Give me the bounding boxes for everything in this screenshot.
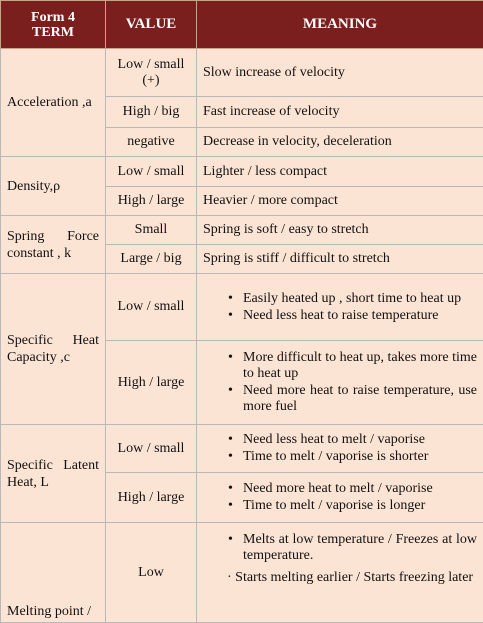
meaning-cell: Decrease in velocity, deceleration (197, 128, 483, 157)
list-item: • Need more heat to raise temperature, use more fuel (243, 383, 477, 415)
value-cell: High / large (106, 473, 197, 523)
bullet-list (203, 291, 477, 324)
value-cell: Low / small (106, 274, 197, 341)
bullet-list (203, 532, 477, 564)
table-row (1, 49, 483, 97)
header-meaning: MEANING (197, 1, 483, 49)
list-item: • Need more heat to melt / vaporise (243, 481, 477, 497)
term-heat-capacity: Specific Heat Capacity ,c (1, 274, 106, 425)
meaning-cell: Fast increase of velocity (197, 97, 483, 128)
value-cell: High / large (106, 341, 197, 425)
value-cell: Low / small (106, 425, 197, 473)
value-cell: Low / small (+) (106, 49, 197, 97)
value-cell: Large / big (106, 245, 197, 274)
meaning-cell (197, 274, 483, 341)
meaning-cell: Lighter / less compact (197, 157, 483, 187)
bullet-list (203, 481, 477, 514)
meaning-cell (197, 341, 483, 425)
list-item: • Time to melt / vaporise is longer (243, 498, 477, 514)
meaning-cell (197, 473, 483, 523)
meaning-cell (197, 425, 483, 473)
table-row (1, 216, 483, 245)
header-row (1, 1, 483, 49)
term-spring-constant: Spring Force constant , k (1, 216, 106, 274)
term-density: Density,ρ (1, 157, 106, 216)
value-cell: Low / small (106, 157, 197, 187)
meaning-cell: Spring is stiff / difficult to stretch (197, 245, 483, 274)
list-item: • Need less heat to melt / vaporise (243, 432, 477, 448)
bullet-list (203, 350, 477, 415)
table-row (1, 157, 483, 187)
list-item-plain: · Starts melting earlier / Starts freezing later (203, 570, 477, 586)
list-item: • Melts at low temperature / Freezes at low temperature. (243, 532, 477, 564)
term-acceleration: Acceleration ,a (1, 49, 106, 157)
list-item: • More difficult to heat up, takes more time to heat up (243, 350, 477, 382)
table-row (1, 425, 483, 473)
meaning-cell: Slow increase of velocity (197, 49, 483, 97)
header-value: VALUE (106, 1, 197, 49)
value-cell: negative (106, 128, 197, 157)
value-cell: Low (106, 523, 197, 623)
meaning-cell: Spring is soft / easy to stretch (197, 216, 483, 245)
meaning-cell: Heavier / more compact (197, 187, 483, 216)
meaning-cell (197, 523, 483, 623)
header-term-text: Form 4 TERM (31, 10, 75, 40)
value-cell: High / large (106, 187, 197, 216)
value-cell: Small (106, 216, 197, 245)
bullet-list (203, 432, 477, 465)
term-latent-heat: Specific Latent Heat, L (1, 425, 106, 523)
header-term (1, 1, 106, 49)
list-item: • Time to melt / vaporise is shorter (243, 449, 477, 465)
list-item: • Need less heat to raise temperature (243, 308, 477, 324)
table-row (1, 523, 483, 623)
term-melting-point: Melting point / (1, 523, 106, 623)
table-row (1, 274, 483, 341)
list-item: • Easily heated up , short time to heat up (243, 291, 477, 307)
value-cell: High / big (106, 97, 197, 128)
